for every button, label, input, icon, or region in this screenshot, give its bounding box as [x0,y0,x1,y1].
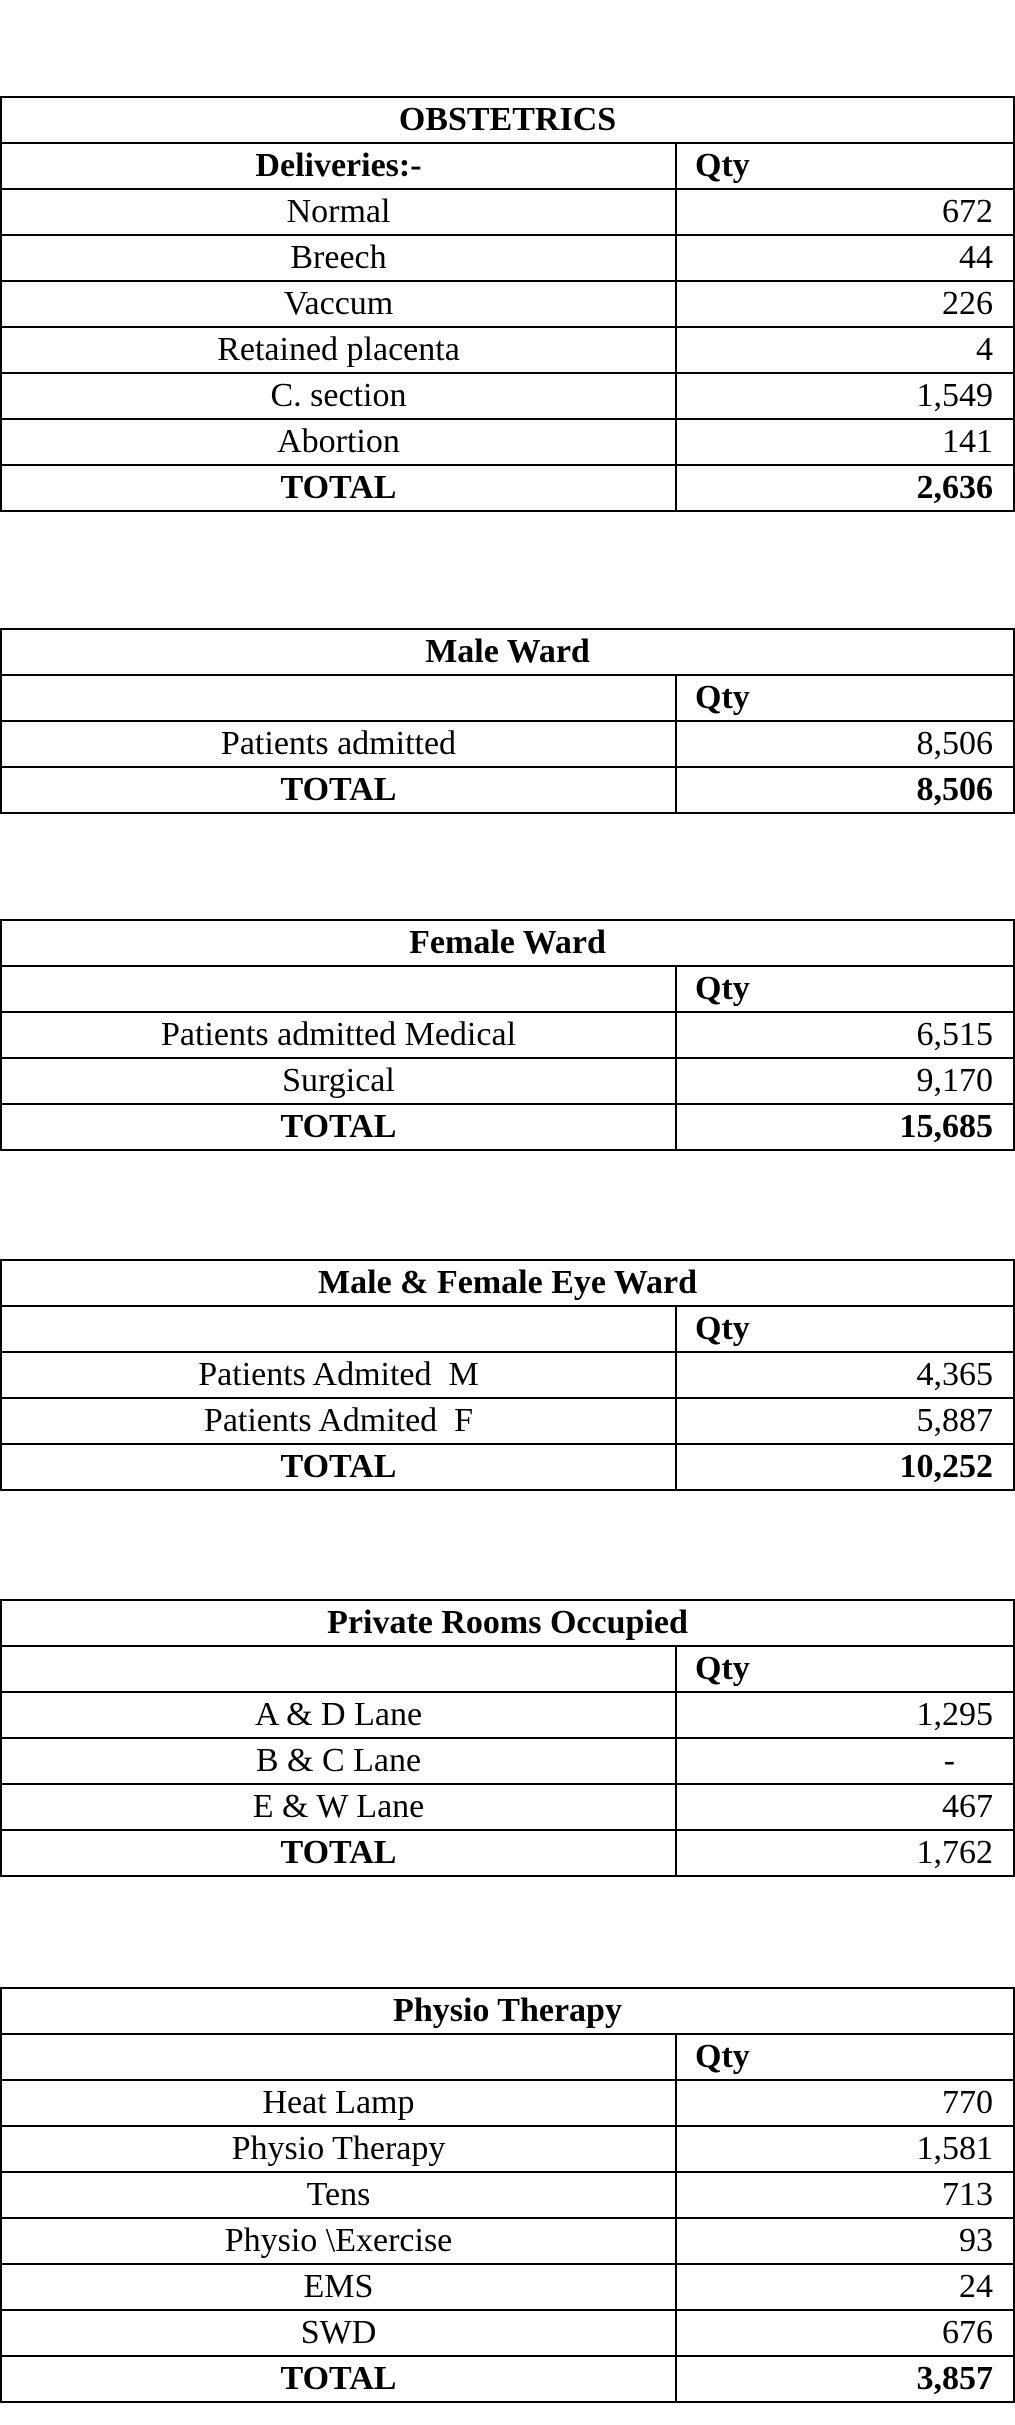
table-row [1,2310,1014,2356]
table-row [1,1398,1014,1444]
table-header-row [1,1646,1014,1692]
table-row [1,235,1014,281]
table-header-row [1,966,1014,1012]
row-value: 4 [676,327,1014,373]
row-label: Vaccum [1,281,676,327]
row-value: - [676,1738,1014,1784]
row-value: 5,887 [676,1398,1014,1444]
table-title-row [1,920,1014,966]
table-title: OBSTETRICS [1,97,1014,143]
table-row [1,1692,1014,1738]
row-value: 9,170 [676,1058,1014,1104]
header-blank [1,966,676,1012]
table-row [1,721,1014,767]
table-header-row [1,2034,1014,2080]
row-value: 141 [676,419,1014,465]
female-ward-table [0,919,1015,1151]
row-label: Breech [1,235,676,281]
total-row [1,465,1014,511]
table-title-row [1,629,1014,675]
row-value: 1,549 [676,373,1014,419]
row-label: EMS [1,2264,676,2310]
row-value: 44 [676,235,1014,281]
header-blank [1,2034,676,2080]
obstetrics-table [0,96,1015,512]
table-row [1,1012,1014,1058]
total-label: TOTAL [1,465,676,511]
table-title: Physio Therapy [1,1988,1014,2034]
table-row [1,1058,1014,1104]
total-row [1,1104,1014,1150]
table-row [1,419,1014,465]
total-row [1,1444,1014,1490]
table-title-row [1,97,1014,143]
row-label: SWD [1,2310,676,2356]
table-title-row [1,1260,1014,1306]
table-row [1,2172,1014,2218]
table-title-row [1,1600,1014,1646]
row-label: Physio \Exercise [1,2218,676,2264]
table-row [1,1784,1014,1830]
header-qty: Qty [676,675,1014,721]
table-title: Male & Female Eye Ward [1,1260,1014,1306]
row-value: 770 [676,2080,1014,2126]
row-value: 6,515 [676,1012,1014,1058]
table-row [1,2080,1014,2126]
total-value: 8,506 [676,767,1014,813]
header-blank [1,1646,676,1692]
row-value: 8,506 [676,721,1014,767]
row-label: Physio Therapy [1,2126,676,2172]
table-header-row [1,143,1014,189]
header-qty: Qty [676,1306,1014,1352]
table-row [1,373,1014,419]
row-label: A & D Lane [1,1692,676,1738]
total-label: TOTAL [1,1830,676,1876]
table-row [1,2218,1014,2264]
table-row [1,2126,1014,2172]
male-ward-table [0,628,1015,814]
row-label: Patients Admited M [1,1352,676,1398]
row-label: Abortion [1,419,676,465]
total-row [1,767,1014,813]
row-label: C. section [1,373,676,419]
physio-therapy-table [0,1987,1015,2403]
row-value: 676 [676,2310,1014,2356]
row-label: Retained placenta [1,327,676,373]
header-blank [1,675,676,721]
table-row [1,2264,1014,2310]
header-blank [1,1306,676,1352]
header-qty: Qty [676,966,1014,1012]
eye-ward-table [0,1259,1015,1491]
total-label: TOTAL [1,767,676,813]
row-value: 93 [676,2218,1014,2264]
total-label: TOTAL [1,1444,676,1490]
header-qty: Qty [676,1646,1014,1692]
row-value: 713 [676,2172,1014,2218]
total-row [1,2356,1014,2402]
row-label: E & W Lane [1,1784,676,1830]
table-row [1,327,1014,373]
row-value: 1,295 [676,1692,1014,1738]
header-deliveries: Deliveries:- [1,143,676,189]
total-label: TOTAL [1,2356,676,2402]
private-rooms-table [0,1599,1015,1877]
row-value: 226 [676,281,1014,327]
table-title: Female Ward [1,920,1014,966]
header-qty: Qty [676,143,1014,189]
row-label: B & C Lane [1,1738,676,1784]
table-title: Male Ward [1,629,1014,675]
table-title: Private Rooms Occupied [1,1600,1014,1646]
row-value: 672 [676,189,1014,235]
total-value: 2,636 [676,465,1014,511]
table-header-row [1,1306,1014,1352]
table-header-row [1,675,1014,721]
table-row [1,281,1014,327]
row-value: 4,365 [676,1352,1014,1398]
row-label: Heat Lamp [1,2080,676,2126]
row-value: 24 [676,2264,1014,2310]
row-label: Normal [1,189,676,235]
row-value: 1,581 [676,2126,1014,2172]
total-label: TOTAL [1,1104,676,1150]
table-row [1,1352,1014,1398]
row-label: Surgical [1,1058,676,1104]
total-value: 10,252 [676,1444,1014,1490]
total-row [1,1830,1014,1876]
row-value: 467 [676,1784,1014,1830]
row-label: Patients Admited F [1,1398,676,1444]
total-value: 15,685 [676,1104,1014,1150]
table-row [1,189,1014,235]
table-title-row [1,1988,1014,2034]
row-label: Patients admitted [1,721,676,767]
table-row [1,1738,1014,1784]
total-value: 1,762 [676,1830,1014,1876]
row-label: Patients admitted Medical [1,1012,676,1058]
total-value: 3,857 [676,2356,1014,2402]
header-qty: Qty [676,2034,1014,2080]
row-label: Tens [1,2172,676,2218]
